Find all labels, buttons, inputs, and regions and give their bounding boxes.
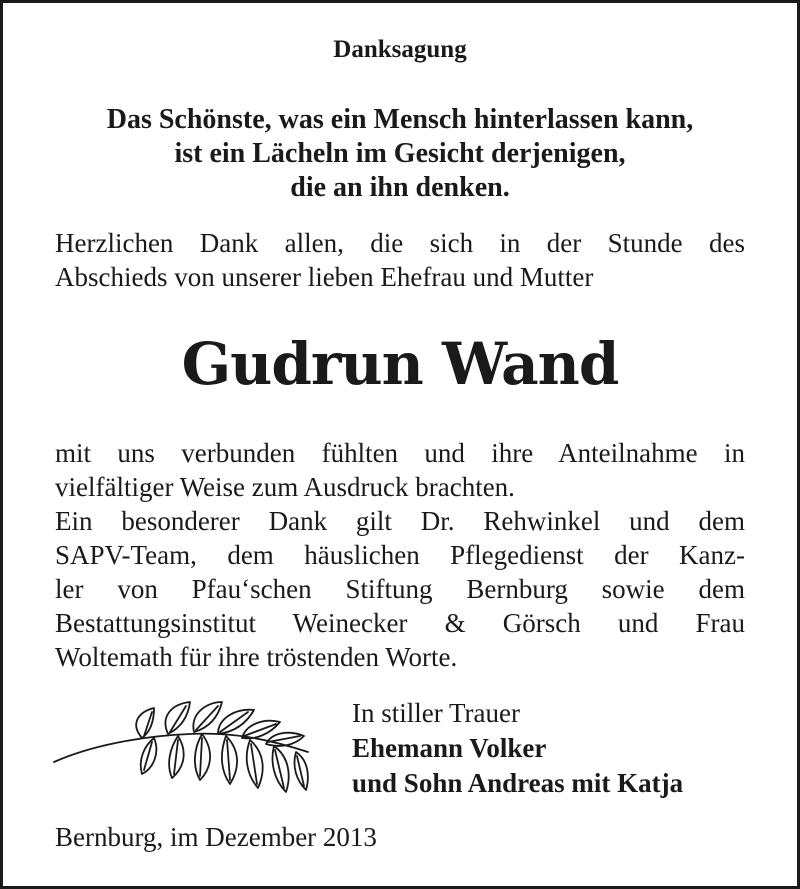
body-line: mit uns verbunden fühlten und ihre Anteilnahme in xyxy=(55,438,745,468)
body-line: Ein besonderer Dank gilt Dr. Rehwinkel und dem xyxy=(55,506,745,536)
motto-line: Das Schönste, was ein Mensch hinterlassen kann, xyxy=(106,104,694,135)
mourners-block xyxy=(352,696,683,801)
body-line: vielfältiger Weise zum Ausdruck brachten. xyxy=(55,472,515,502)
body-paragraph xyxy=(55,436,745,674)
body-line: ler von Pfau‘schen Stiftung Bernburg sowie dem xyxy=(55,574,745,604)
olive-branch-icon xyxy=(50,694,312,800)
motto-line: ist ein Lächeln im Gesicht derjenigen, xyxy=(174,138,626,169)
deceased-name: Gudrun Wand xyxy=(181,330,619,398)
motto-quote xyxy=(0,103,800,205)
body-line: Bestattungsinstitut Weinecker & Görsch und Frau xyxy=(55,608,745,638)
body-line: Woltemath für ihre tröstenden Worte. xyxy=(55,642,458,672)
motto-line: die an ihn denken. xyxy=(290,172,510,203)
notice-heading: Danksagung xyxy=(333,36,467,63)
intro-line: Herzlichen Dank allen, die sich in der Stunde des xyxy=(55,228,745,258)
mourners-family: und Sohn Andreas mit Katja xyxy=(352,768,684,798)
mourners-spouse: Ehemann Volker xyxy=(352,733,547,763)
intro-line: Abschieds von unserer lieben Ehefrau und Mutter xyxy=(55,262,594,292)
place-date: Bernburg, im Dezember 2013 xyxy=(55,822,377,852)
mourners-intro: In stiller Trauer xyxy=(352,698,520,728)
intro-paragraph xyxy=(55,226,745,294)
body-line: SAPV-Team, dem häuslichen Pflegedienst der Kanz- xyxy=(55,540,745,570)
